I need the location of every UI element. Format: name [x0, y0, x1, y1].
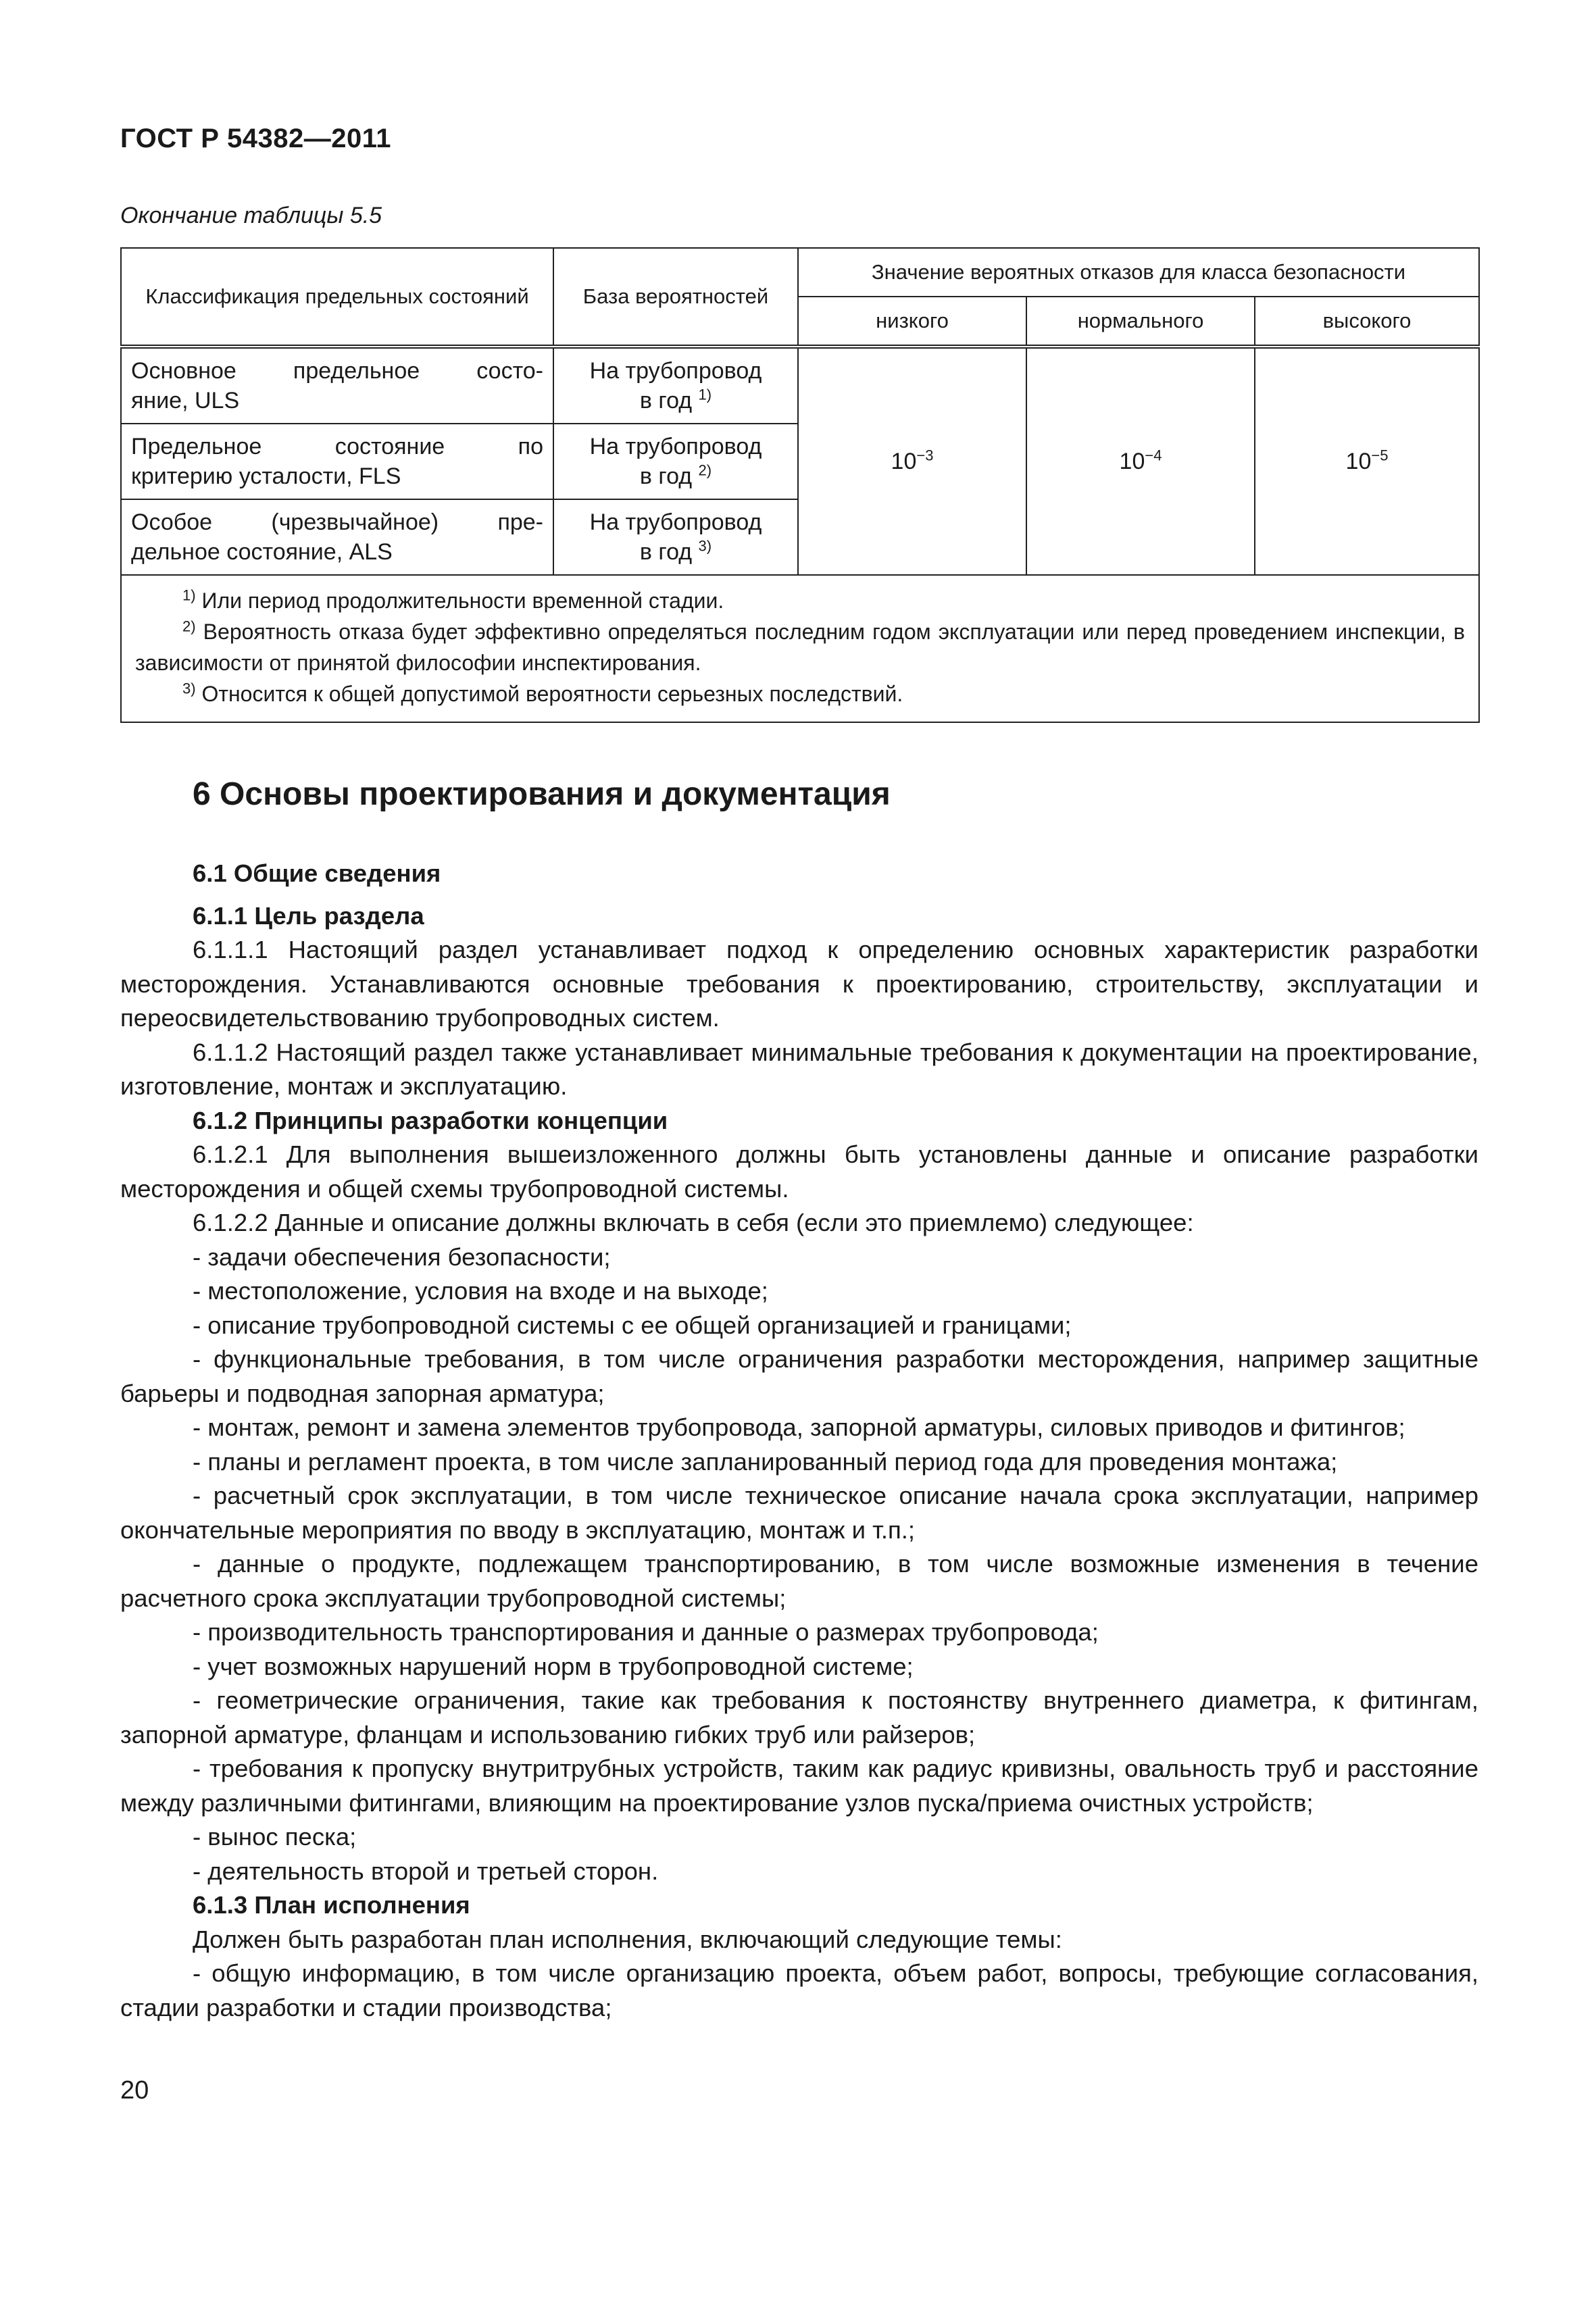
probability-table [120, 247, 1480, 723]
paragraph: 6.1.2.1 Для выполнения вышеизложенного должны быть установлены данные и описание разработки месторождения и общей схемы трубопроводной системы. [120, 1140, 1478, 1203]
clause-heading: 6.1.2 Принципы разработки концепции [193, 1106, 668, 1134]
paragraph: Должен быть разработан план исполнения, включающий следующие темы: [193, 1925, 1062, 1953]
table-caption: Окончание таблицы 5.5 [120, 203, 382, 228]
header-limit-states: Классификация предельных состояний [121, 248, 553, 347]
list-item: - данные о продукте, подлежащем транспортированию, в том числе возможные изменения в течение расчетного срока эксплуатации трубопроводной системы; [120, 1550, 1478, 1612]
header-failure-values: Значение вероятных отказов для класса безопасности [798, 248, 1479, 297]
list-item: - учет возможных нарушений норм в трубопроводной системе; [193, 1652, 914, 1680]
list-item: - общую информацию, в том числе организацию проекта, объем работ, вопросы, требующие согласования, стадии разработки и стадии производства; [120, 1959, 1478, 2021]
list-item: - геометрические ограничения, такие как требования к постоянству внутреннего диаметра, к фитингам, запорной арматуре, фланцам и использованию гибких труб или райзеров; [120, 1686, 1478, 1749]
row-als-base: На трубопровод в год $^{3)}$ [553, 499, 798, 575]
list-item: - производительность транспортирования и данные о размерах трубопровода; [193, 1618, 1099, 1646]
list-item: - вынос песка; [193, 1823, 357, 1851]
list-item: - деятельность второй и третьей сторон. [193, 1857, 659, 1885]
list-item: - требования к пропуску внутритрубных устройств, таким как радиус кривизны, овальность труб и расстояние между различными фитингами, влияющим на проектирование узлов пуска/приема очистных устройств; [120, 1755, 1478, 1817]
paragraph: 6.1.1.2 Настоящий раздел также устанавливает минимальные требования к документации на проектирование, изготовление, монтаж и эксплуатацию. [120, 1038, 1478, 1100]
section-title: 6 Основы проектирования и документация [193, 776, 891, 812]
row-fls-label: Предельное состояние по критерию усталости, FLS [121, 424, 553, 499]
header-high: высокого [1255, 297, 1479, 347]
header-normal: нормального [1026, 297, 1255, 347]
row-uls-base: На трубопровод в год $^{1)}$ [553, 347, 798, 424]
list-item: - расчетный срок эксплуатации, в том числе техническое описание начала срока эксплуатации, например окончательные мероприятия по вводу в эксплуатацию, монтаж и т.п.; [120, 1482, 1478, 1544]
value-high: $10^{-5}$ [1255, 347, 1479, 575]
clause-heading: 6.1.3 План исполнения [193, 1891, 470, 1919]
note-1: $^{1)}$ Или период продолжительности временной стадии. [182, 586, 724, 613]
document-code: ГОСТ Р 54382—2011 [120, 124, 391, 153]
paragraph: 6.1.2.2 Данные и описание должны включать в себя (если это приемлемо) следующее: [193, 1209, 1194, 1236]
paragraph: 6.1.1.1 Настоящий раздел устанавливает подход к определению основных характеристик разработки месторождения. Устанавливаются основные требования к проектированию, строительству, эксплуатации и переосвидетельствованию трубопроводных систем. [120, 936, 1478, 1032]
list-item: - задачи обеспечения безопасности; [193, 1242, 611, 1271]
note-3: $^{3)}$ Относится к общей допустимой вероятности серьезных последствий. [182, 680, 903, 706]
value-low: $10^{-3}$ [798, 347, 1026, 575]
table-notes [121, 575, 1479, 722]
list-item: - планы и регламент проекта, в том числе запланированный период года для проведения монтажа; [193, 1447, 1338, 1476]
list-item: - местоположение, условия на входе и на выходе; [193, 1277, 768, 1305]
row-als-label: Особое (чрезвычайное) пре- дельное состояние, ALS [121, 499, 553, 575]
row-fls-base: На трубопровод в год $^{2)}$ [553, 424, 798, 499]
list-item: - функциональные требования, в том числе ограничения разработки месторождения, например защитные барьеры и подводная запорная арматура; [120, 1345, 1478, 1407]
list-item: - монтаж, ремонт и замена элементов трубопровода, запорной арматуры, силовых приводов и фитингов; [193, 1413, 1405, 1441]
note-2: $^{2)}$ Вероятность отказа будет эффективно определяться последним годом эксплуатации или перед проведением инспекции, в зависимости от принятой философии инспектирования. [135, 618, 1466, 675]
value-normal: $10^{-4}$ [1026, 347, 1255, 575]
row-uls-label: Основное предельное состо- яние, ULS [121, 347, 553, 424]
subsection-heading: 6.1 Общие сведения [193, 859, 441, 887]
list-item: - описание трубопроводной системы с ее общей организацией и границами; [193, 1311, 1072, 1339]
page-number: 20 [120, 2076, 149, 2105]
header-probability-base: База вероятностей [553, 248, 798, 347]
section-body [120, 857, 1478, 2025]
header-low: низкого [798, 297, 1026, 347]
clause-heading: 6.1.1 Цель раздела [193, 901, 424, 930]
